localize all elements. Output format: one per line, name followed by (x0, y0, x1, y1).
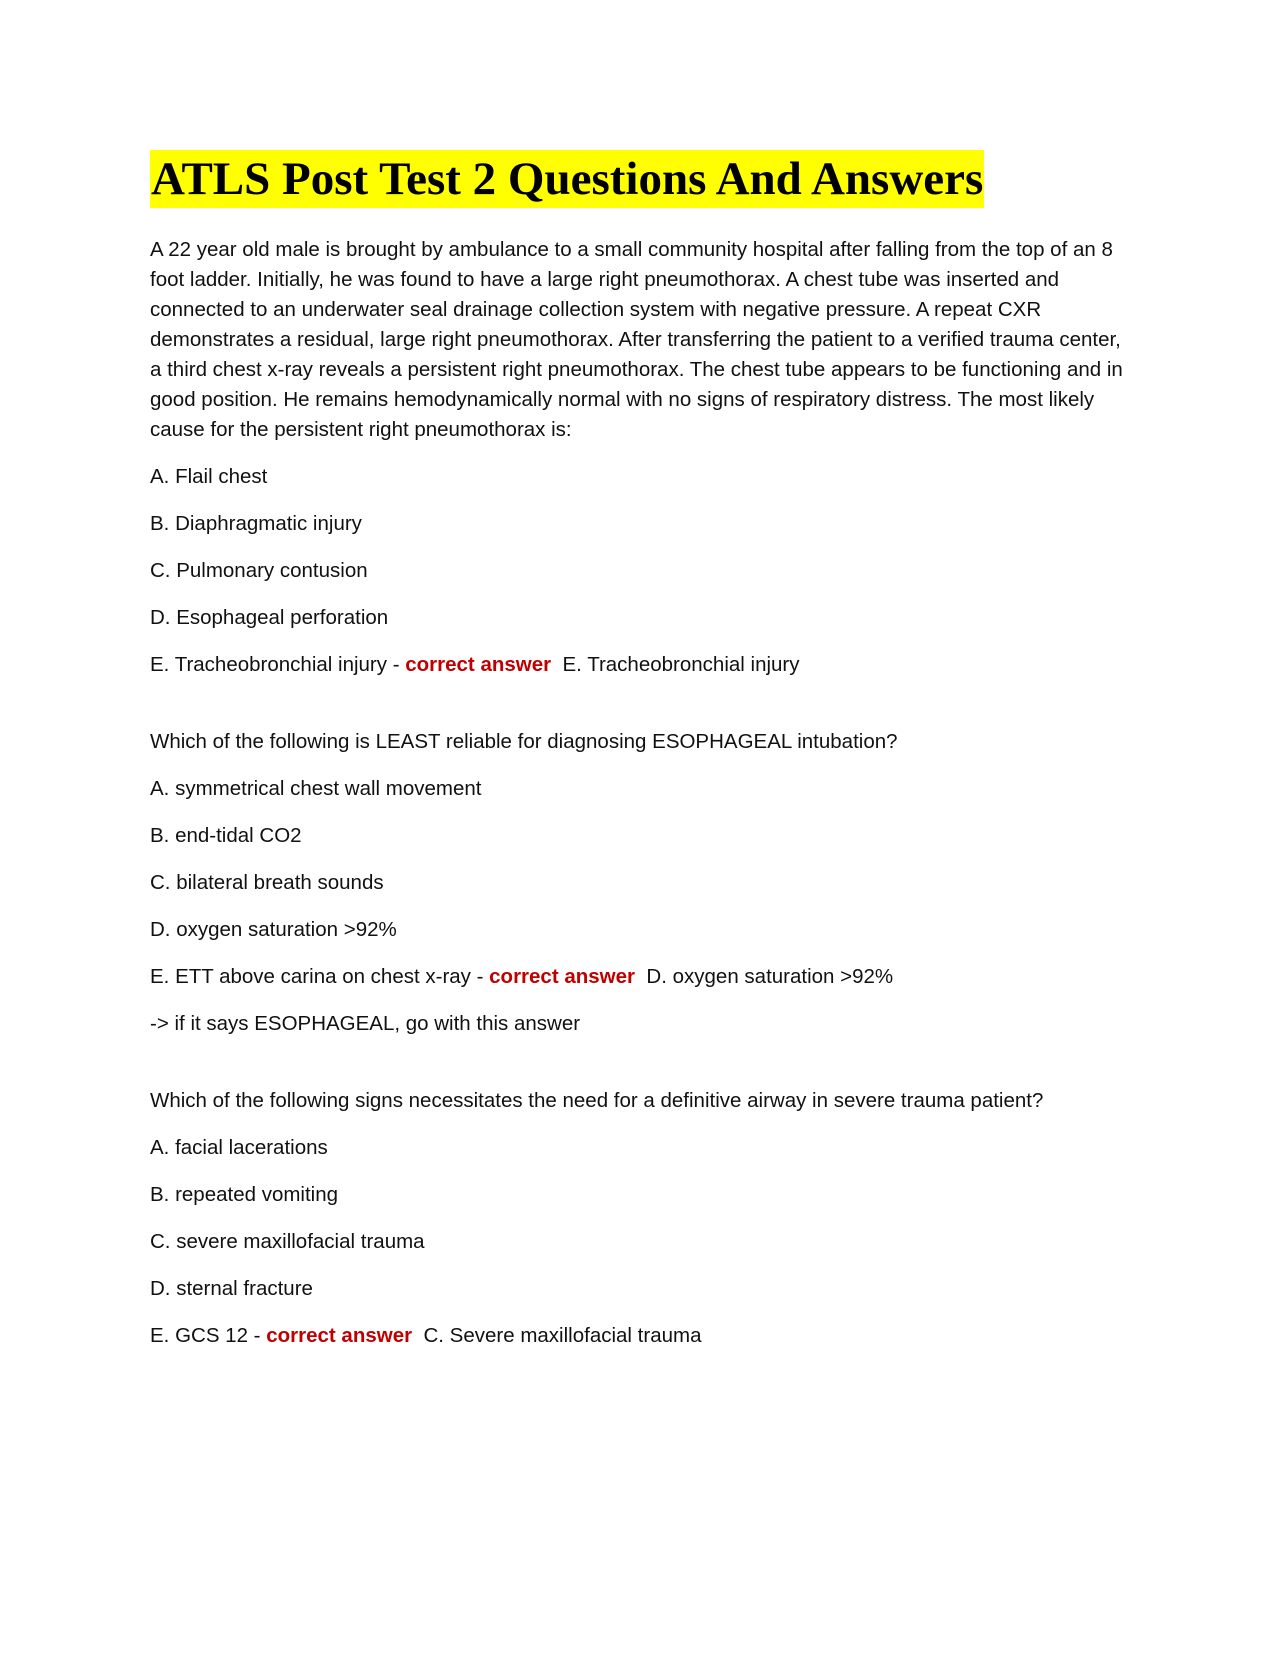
question-3 (150, 1086, 1130, 1351)
option-b: B. end-tidal CO2 (150, 824, 302, 847)
correct-answer-text: C. Severe maxillofacial trauma (423, 1324, 702, 1347)
correct-answer-label: correct answer (489, 965, 636, 988)
document-title: ATLS Post Test 2 Questions And Answers (150, 150, 984, 208)
answer-line (150, 650, 1130, 680)
option-a: A. symmetrical chest wall movement (150, 777, 482, 800)
question-2 (150, 727, 1130, 1039)
correct-answer-label: correct answer (266, 1324, 413, 1347)
option-e: E. Tracheobronchial injury - (150, 653, 406, 676)
option-e: E. ETT above carina on chest x-ray - (150, 965, 490, 988)
option-a: A. Flail chest (150, 465, 268, 488)
answer-note: -> if it says ESOPHAGEAL, go with this answer (150, 1012, 581, 1035)
option-c: C. Pulmonary contusion (150, 559, 368, 582)
option-b: B. Diaphragmatic injury (150, 512, 362, 535)
option-e: E. GCS 12 - (150, 1324, 267, 1347)
option-d: D. Esophageal perforation (150, 606, 389, 629)
document-page (150, 150, 1130, 1351)
question-stem: A 22 year old male is brought by ambulance to a small community hospital after falling from the top of an 8 foot ladder. Initially, he was found to have a large right pneumothorax. A chest tube was inserted and connected to an underwater seal drainage collection system with negative pressure. A repeat CXR demonstrates a residual, large right pneumothorax. After transferring the patient to a verified trauma center, a third chest x-ray reveals a persistent right pneumothorax. The chest tube appears to be functioning and in good position. He remains hemodynamically normal with no signs of respiratory distress. The most likely cause for the persistent right pneumothorax is: (150, 238, 1123, 441)
option-c: C. bilateral breath sounds (150, 871, 384, 894)
option-a: A. facial lacerations (150, 1136, 328, 1159)
correct-answer-label: correct answer (405, 653, 552, 676)
question-1 (150, 235, 1130, 680)
correct-answer-text: D. oxygen saturation >92% (646, 965, 894, 988)
option-d: D. sternal fracture (150, 1277, 313, 1300)
option-d: D. oxygen saturation >92% (150, 918, 397, 941)
correct-answer-text: E. Tracheobronchial injury (562, 653, 800, 676)
option-c: C. severe maxillofacial trauma (150, 1230, 425, 1253)
answer-line (150, 962, 1130, 992)
question-stem: Which of the following is LEAST reliable for diagnosing ESOPHAGEAL intubation? (150, 730, 898, 753)
question-stem: Which of the following signs necessitates the need for a definitive airway in severe trauma patient? (150, 1089, 1044, 1112)
answer-line (150, 1321, 1130, 1351)
option-b: B. repeated vomiting (150, 1183, 339, 1206)
